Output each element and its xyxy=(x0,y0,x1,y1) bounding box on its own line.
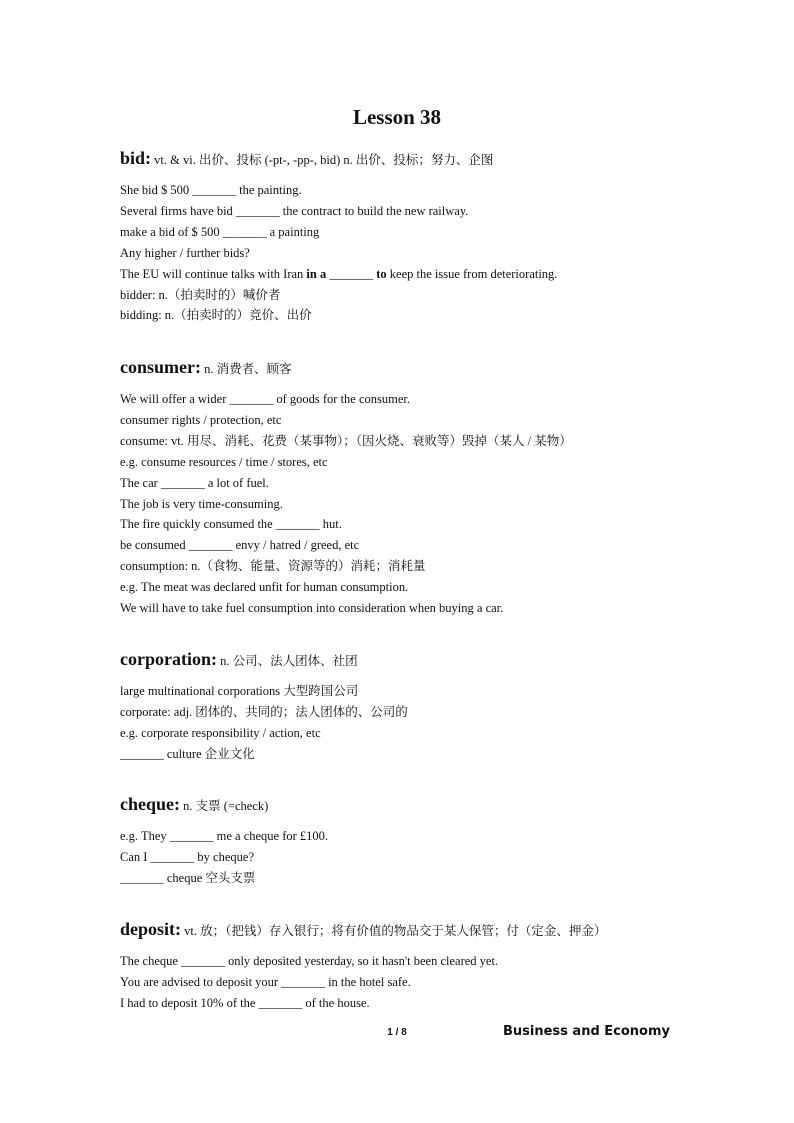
entry-heading xyxy=(120,794,740,816)
entry-definition: vt. & vi. 出价、投标 (-pt-, -pp-, bid) n. 出价、投标；努力、企图 xyxy=(151,153,494,167)
line-text: consumer rights / protection, etc xyxy=(120,412,282,427)
example-line xyxy=(120,868,740,889)
example-line xyxy=(120,972,740,993)
example-lines xyxy=(120,389,740,619)
line-text: Can I _______ by cheque? xyxy=(120,849,254,864)
line-text: We will offer a wider _______ of goods for the consumer. xyxy=(120,392,411,406)
line-text: She bid $ 500 _______ the painting. xyxy=(120,183,302,197)
line-text: corporate: adj. 团体的、共同的；法人团体的、公司的 xyxy=(120,704,408,719)
bold-text: to xyxy=(376,266,387,281)
line-text: The EU will continue talks with Iran xyxy=(120,266,307,281)
line-text: The cheque _______ only deposited yesterday, so it hasn't been cleared yet. xyxy=(120,954,499,968)
page-number: 1 / 8 xyxy=(387,1027,407,1038)
entry-definition: vt. 放；（把钱）存入银行；将有价值的物品交于某人保管；付（定金、押金） xyxy=(181,924,607,938)
line-text: _______ xyxy=(326,266,377,281)
example-line xyxy=(120,744,740,765)
footer-section-title: Business and Economy xyxy=(503,1024,671,1039)
entry-heading xyxy=(120,649,740,671)
entry-word: corporation: xyxy=(120,649,217,669)
example-line xyxy=(120,389,740,410)
example-line xyxy=(120,826,740,847)
example-line xyxy=(120,494,740,515)
example-line xyxy=(120,243,740,264)
entry-corporation xyxy=(120,649,740,765)
line-text: bidder: n.（拍卖时的）喊价者 xyxy=(120,287,281,302)
line-text: consume: vt. 用尽、消耗、花费（某事物）；（因火烧、衰败等）毁掉（某人 / 某物） xyxy=(120,433,572,448)
example-line xyxy=(120,535,740,556)
example-line xyxy=(120,305,740,326)
line-text: Several firms have bid _______ the contract to build the new railway. xyxy=(120,203,469,218)
line-text: e.g. The meat was declared unfit for human consumption. xyxy=(120,580,409,595)
example-lines xyxy=(120,681,740,765)
example-line xyxy=(120,723,740,744)
example-line xyxy=(120,431,740,452)
example-line xyxy=(120,951,740,972)
example-line xyxy=(120,514,740,535)
line-text: bidding: n.（拍卖时的）竞价、出价 xyxy=(120,308,312,323)
line-text: large multinational corporations 大型跨国公司 xyxy=(120,684,359,698)
line-text: The job is very time-consuming. xyxy=(120,496,283,511)
line-text: We will have to take fuel consumption into consideration when buying a car. xyxy=(120,601,504,616)
line-text: _______ cheque 空头支票 xyxy=(120,870,256,885)
example-line xyxy=(120,993,740,1014)
example-line xyxy=(120,598,740,619)
entry-definition: n. 支票 (=check) xyxy=(180,799,269,813)
example-line xyxy=(120,681,740,702)
entry-consumer xyxy=(120,357,740,619)
entry-word: deposit: xyxy=(120,919,182,939)
example-line xyxy=(120,452,740,473)
bold-text: in a xyxy=(306,266,327,281)
line-text: e.g. They _______ me a cheque for £100. xyxy=(120,829,329,843)
entry-deposit xyxy=(120,919,740,1014)
line-text: You are advised to deposit your _______ in the hotel safe. xyxy=(120,974,411,989)
example-line xyxy=(120,410,740,431)
example-line xyxy=(120,180,740,201)
entry-word: cheque: xyxy=(120,794,180,814)
entry-cheque xyxy=(120,794,740,889)
line-text: e.g. consume resources / time / stores, etc xyxy=(120,454,328,469)
line-text: Any higher / further bids? xyxy=(120,245,250,260)
entry-word: bid: xyxy=(120,148,152,168)
example-line xyxy=(120,201,740,222)
example-line xyxy=(120,285,740,306)
line-text: be consumed _______ envy / hatred / greed, etc xyxy=(120,538,360,553)
entry-heading xyxy=(120,357,740,379)
example-line xyxy=(120,556,740,577)
example-line xyxy=(120,702,740,723)
entry-heading xyxy=(120,919,740,941)
entry-heading xyxy=(120,148,740,170)
line-text: keep the issue from deteriorating. xyxy=(386,266,558,281)
line-text: make a bid of $ 500 _______ a painting xyxy=(120,224,320,239)
example-line xyxy=(120,222,740,243)
example-lines xyxy=(120,180,740,326)
example-lines xyxy=(120,951,740,1014)
line-text: _______ culture 企业文化 xyxy=(120,746,255,761)
line-text: e.g. corporate responsibility / action, etc xyxy=(120,725,321,740)
example-line xyxy=(120,473,740,494)
entry-definition: n. 消费者、顾客 xyxy=(200,362,292,376)
entry-bid xyxy=(120,148,740,326)
line-text: The car _______ a lot of fuel. xyxy=(120,475,269,490)
entry-definition: n. 公司、法人团体、社团 xyxy=(216,654,358,668)
entry-word: consumer: xyxy=(120,357,201,377)
line-text: The fire quickly consumed the _______ hut. xyxy=(120,517,342,532)
example-line xyxy=(120,577,740,598)
line-text: I had to deposit 10% of the _______ of the house. xyxy=(120,995,370,1010)
example-line xyxy=(120,847,740,868)
line-text: consumption: n.（食物、能量、资源等的）消耗；消耗量 xyxy=(120,559,426,574)
example-line xyxy=(120,264,740,285)
page-title: Lesson 38 xyxy=(352,105,442,129)
example-lines xyxy=(120,826,740,889)
